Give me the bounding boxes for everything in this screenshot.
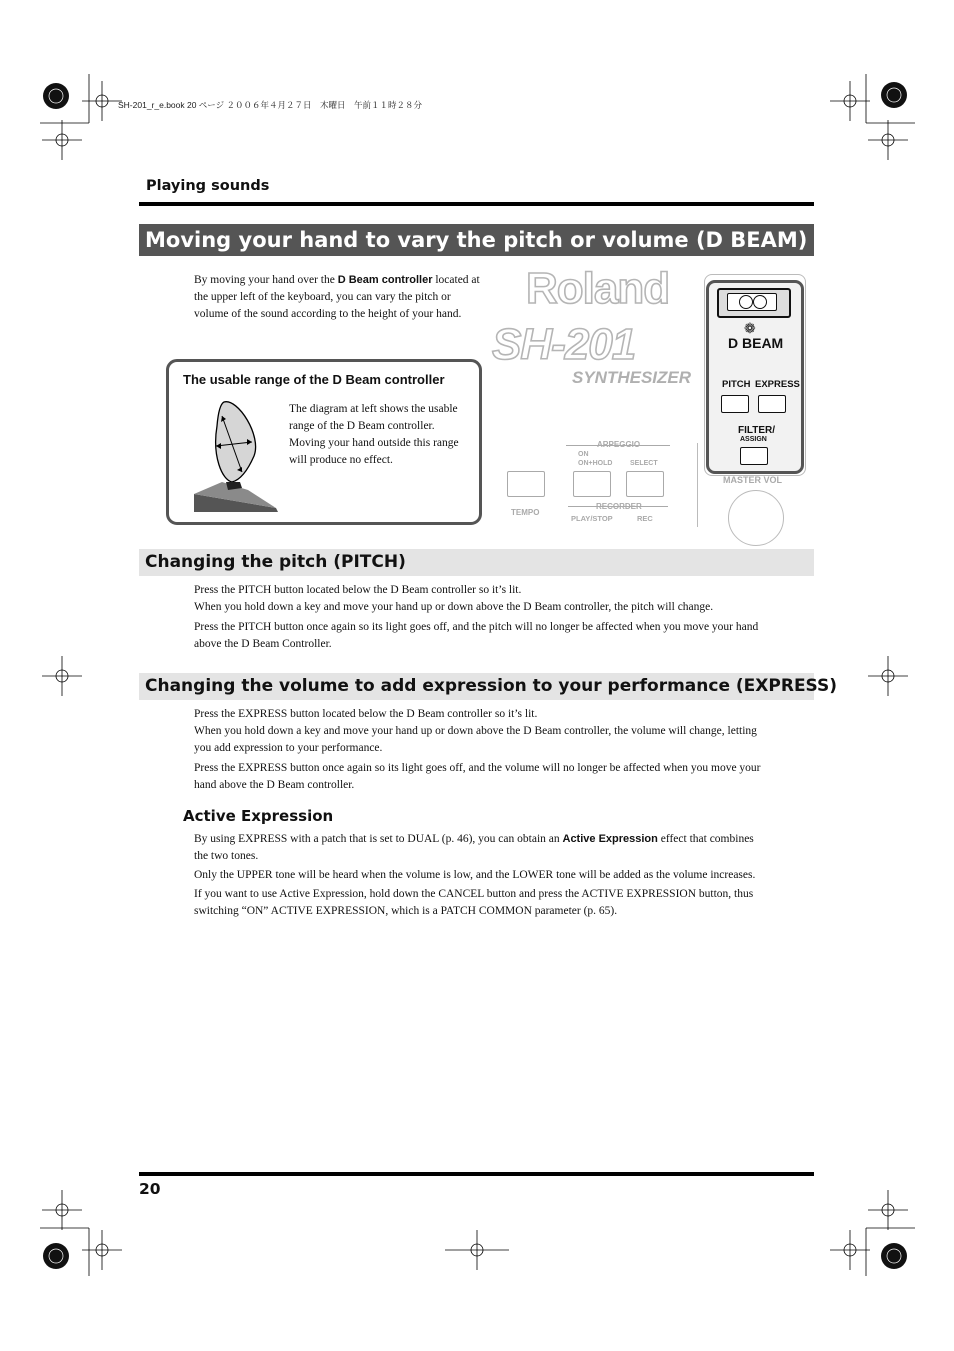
intro-text-before: By moving your hand over the xyxy=(194,274,338,286)
synthesizer-label: SYNTHESIZER xyxy=(572,368,692,387)
bottom-rule xyxy=(139,1172,814,1176)
tempo-button[interactable] xyxy=(507,471,545,497)
page-number: 20 xyxy=(139,1180,161,1198)
pitch-button[interactable] xyxy=(721,395,749,413)
pitch-body xyxy=(194,582,794,653)
intro-bold-term: D Beam controller xyxy=(337,274,433,286)
on-hold-label: ON+HOLD xyxy=(578,460,613,467)
d-beam-label: D BEAM xyxy=(728,335,784,351)
arpeggio-select-button[interactable] xyxy=(626,471,664,497)
note-text: The diagram at left shows the usable range of the D Beam controller. Moving your hand outside this range will produce no effect. xyxy=(289,403,459,466)
ae-p1-bold: Active Expression xyxy=(562,833,658,845)
arpeggio-on-button[interactable] xyxy=(573,471,611,497)
active-expression-paragraph-1 xyxy=(194,831,769,865)
arpeggio-line xyxy=(566,445,670,446)
panel-divider xyxy=(697,443,698,527)
rec-label: REC xyxy=(637,514,653,523)
intro-text-after: located at the upper left of the keyboard, you can vary the pitch or volume of the sound according to the height of your hand. xyxy=(194,274,480,320)
express-body xyxy=(194,706,784,794)
page-title: Moving your hand to vary the pitch or volume (D BEAM) xyxy=(139,224,814,256)
roland-logo: Roland xyxy=(526,264,670,313)
assign-label: ASSIGN xyxy=(740,436,767,443)
tempo-label: TEMPO xyxy=(511,508,540,517)
recorder-line xyxy=(568,506,668,507)
active-expression-heading: Active Expression xyxy=(183,807,334,825)
select-label: SELECT xyxy=(630,460,658,467)
pitch-paragraph-1: Press the PITCH button located below the D Beam controller so it’s lit. xyxy=(194,584,522,596)
filter-label: FILTER/ xyxy=(738,425,776,436)
note-title: The usable range of the D Beam controller xyxy=(183,372,445,387)
master-vol-label: MASTER VOL xyxy=(723,475,783,485)
pitch-paragraph-3: Press the PITCH button once again so its light goes off, and the pitch will no longer be affected when you move your hand above the D Beam Controller. xyxy=(194,621,759,650)
express-paragraph-1: Press the EXPRESS button located below the D Beam controller so it’s lit. xyxy=(194,708,538,720)
d-beam-wing-icon: ❁ xyxy=(744,320,756,336)
ae-p1-after: effect that combines the two tones. xyxy=(194,833,754,862)
filter-assign-button[interactable] xyxy=(740,447,768,465)
express-heading: Changing the volume to add expression to your performance (EXPRESS) xyxy=(139,673,814,700)
d-beam-sensor xyxy=(717,288,791,318)
active-expression-paragraph-2: Only the UPPER tone will be heard when the volume is low, and the LOWER tone will be added as the volume increases. xyxy=(194,869,756,881)
pitch-label: PITCH xyxy=(722,379,751,390)
active-expression-body xyxy=(194,831,784,920)
file-info-header: SH-201_r_e.book 20 ページ ２００６年４月２７日 木曜日 午前１１時２８分 xyxy=(118,100,422,110)
d-beam-range-diagram xyxy=(192,396,284,512)
express-paragraph-3: Press the EXPRESS button once again so its light goes off, and the volume will no longer be affected when you move your hand above the D Beam controller. xyxy=(194,762,761,791)
play-stop-label: PLAY/STOP xyxy=(571,514,613,523)
sh201-panel-illustration xyxy=(490,264,814,530)
pitch-paragraph-2: When you hold down a key and move your hand up or down above the D Beam controller, the pitch will change. xyxy=(194,601,714,613)
express-paragraph-2: When you hold down a key and move your hand up or down above the D Beam controller, the volume will change, letting you add expression to your performance. xyxy=(194,725,757,754)
ae-p1-before: By using EXPRESS with a patch that is set to DUAL (p. 46), you can obtain an xyxy=(194,833,563,845)
master-vol-knob[interactable] xyxy=(728,490,784,546)
pitch-heading: Changing the pitch (PITCH) xyxy=(139,549,814,576)
active-expression-paragraph-3: If you want to use Active Expression, hold down the CANCEL button and press the ACTIVE EXPRESSION button, thus switching “ON” ACTIVE EXPRESSION, which is a PATCH COMMON parameter (p. 65). xyxy=(194,888,754,917)
top-rule xyxy=(139,202,814,206)
express-button[interactable] xyxy=(758,395,786,413)
intro-paragraph xyxy=(194,272,486,323)
running-section-label: Playing sounds xyxy=(146,178,270,194)
on-label: ON xyxy=(578,451,589,458)
express-label: EXPRESS xyxy=(755,379,800,390)
model-logo: SH-201 xyxy=(492,320,636,369)
